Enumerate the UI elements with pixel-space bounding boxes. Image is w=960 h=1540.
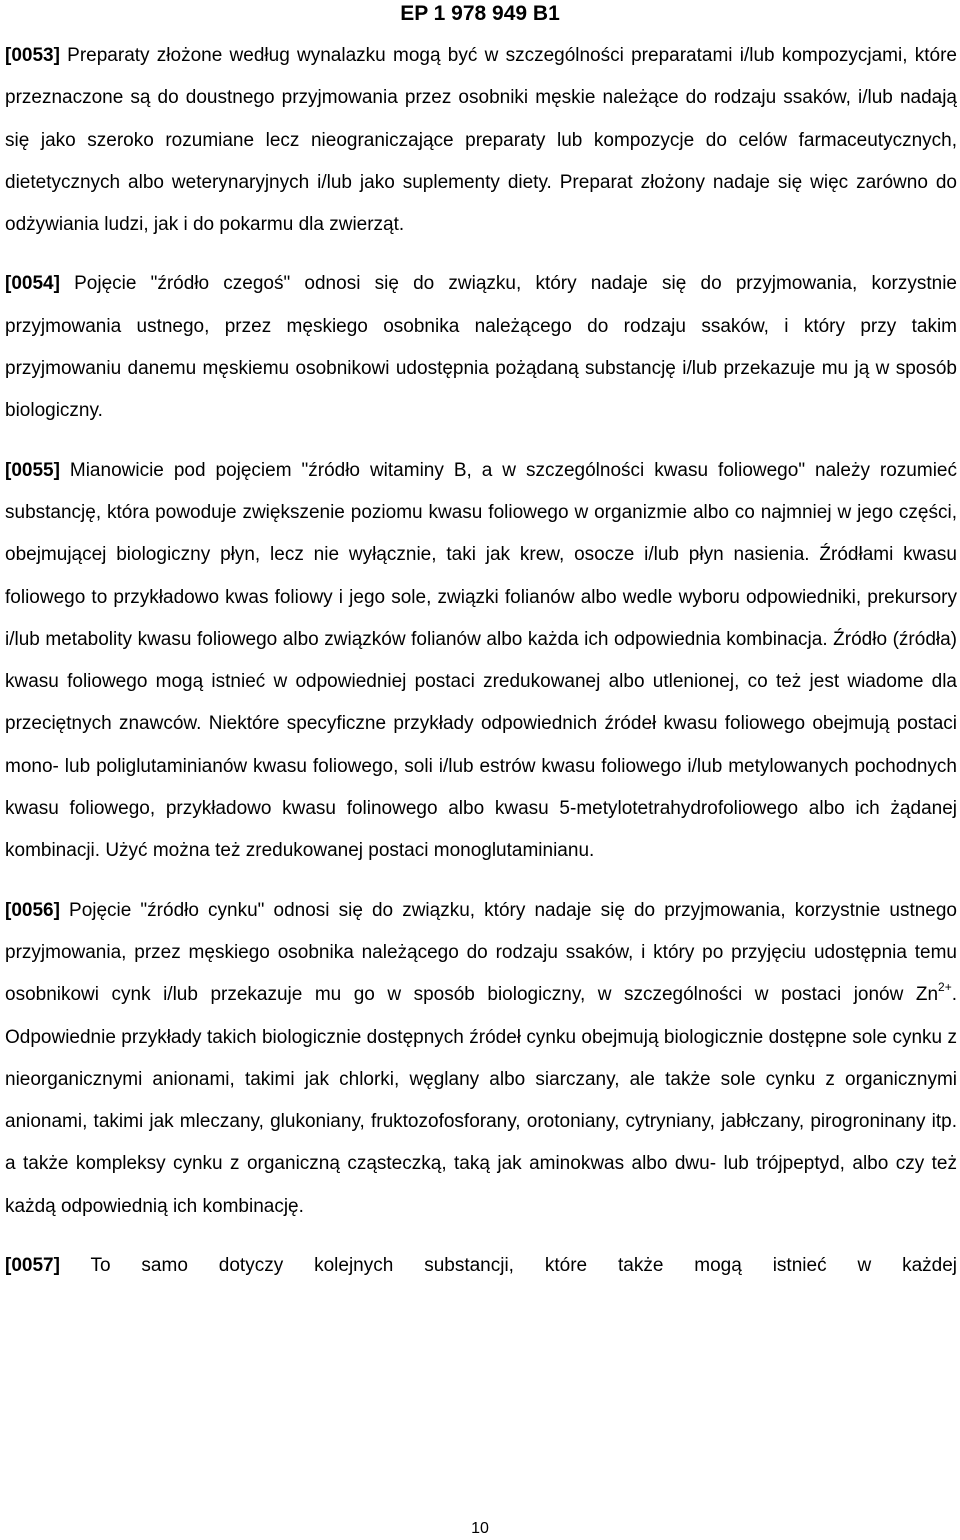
paragraph-number: [0054] — [5, 273, 60, 295]
paragraph-text: Pojęcie "źródło czegoś" odnosi się do związku, który nadaje się do przyjmowania, korzystnie przyjmowania ustnego, przez męskiego osobnika należącego do rodzaju ssaków, i który przy takim przyjmowaniu danemu męskiemu osobnikowi udostępnia pożądaną substancję i/lub przekazuje mu ją w sposób biologiczny. — [5, 273, 957, 422]
paragraph-number: [0055] — [5, 459, 60, 481]
paragraph-0055 — [5, 450, 957, 873]
page-number: 10 — [471, 1520, 489, 1537]
paragraph-text: Preparaty złożone według wynalazku mogą być w szczególności preparatami i/lub kompozycjami, które przeznaczone są do doustnego przyjmowania przez osobniki męskie należące do rodzaju ssaków, i/lub nadają się jako szeroko rozumiane lecz nieograniczające preparaty lub kompozycje do celów farmaceutycznych, dietetycznych albo weterynaryjnych i/lub jako suplementy diety. Preparat złożony nadaje się więc zarówno do odżywiania ludzi, jak i do pokarmu dla zwierząt. — [5, 45, 957, 236]
paragraph-0057 — [5, 1245, 957, 1287]
document-body — [5, 35, 957, 1287]
document-id-header: EP 1 978 949 B1 — [400, 2, 560, 25]
paragraph-text: Mianowicie pod pojęciem "źródło witaminy B, a w szczególności kwasu foliowego" należy rozumieć substancję, która powoduje zwiększenie poziomu kwasu foliowego w organizmie albo co najmniej w jego części, obejmującej biologiczny płyn, lecz nie wyłącznie, taki jak krew, osocze i/lub płyn nasienia. Źródłami kwasu foliowego to przykładowo kwas foliowy i jego sole, związki folianów albo wedle wyboru odpowiedniki, prekursory i/lub metabolity kwasu foliowego albo związków folianów albo każda ich odpowiednia kombinacja. Źródło (źródła) kwasu foliowego mogą istnieć w odpowiedniej postaci zredukowanej albo utlenionej, co też jest wiadome dla przeciętnych znawców. Niektóre specyficzne przykłady odpowiednich źródeł kwasu foliowego obejmują postaci mono- lub poliglutaminianów kwasu foliowego, soli i/lub estrów kwasu foliowego i/lub metylowanych pochodnych kwasu foliowego, przykładowo kwasu folinowego albo kwasu 5-metylotetrahydrofoliowego albo ich żądanej kombinacji. Użyć można też zredukowanej postaci monoglutaminianu. — [5, 459, 957, 862]
paragraph-text: To samo dotyczy kolejnych substancji, które także mogą istnieć w każdej — [59, 1255, 957, 1277]
paragraph-text: Pojęcie "źródło cynku" odnosi się do związku, który nadaje się do przyjmowania, korzystnie ustnego przyjmowania, przez męskiego osobnika należącego do rodzaju ssaków, i który po przyjęciu udostępnia temu osobnikowi cynk i/lub przekazuje mu go w sposób biologiczny, w szczególności w postaci jonów Zn — [5, 899, 957, 1006]
paragraph-number: [0057] — [5, 1255, 60, 1277]
paragraph-0056 — [5, 890, 957, 1228]
paragraph-number: [0053] — [5, 45, 60, 66]
paragraph-0054 — [5, 263, 957, 432]
superscript-charge: 2+ — [938, 980, 952, 995]
paragraph-0053 — [5, 35, 957, 246]
paragraph-number: [0056] — [5, 899, 60, 921]
paragraph-text-continued: . Odpowiednie przykłady takich biologicznie dostępnych źródeł cynku obejmują biologicznie dostępne sole cynku z nieorganicznymi anionami, takimi jak chlorki, węglany albo siarczany, ale także sole cynku z organicznymi anionami, takimi jak mleczany, glukoniany, fruktozofosforany, orotoniany, cytryniany, jabłczany, pirogroninany itp. a także kompleksy cynku z organiczną cząsteczką, taką jak aminokwas albo dwu- lub trójpeptyd, albo czy też każdą odpowiednią ich kombinację. — [5, 984, 957, 1217]
